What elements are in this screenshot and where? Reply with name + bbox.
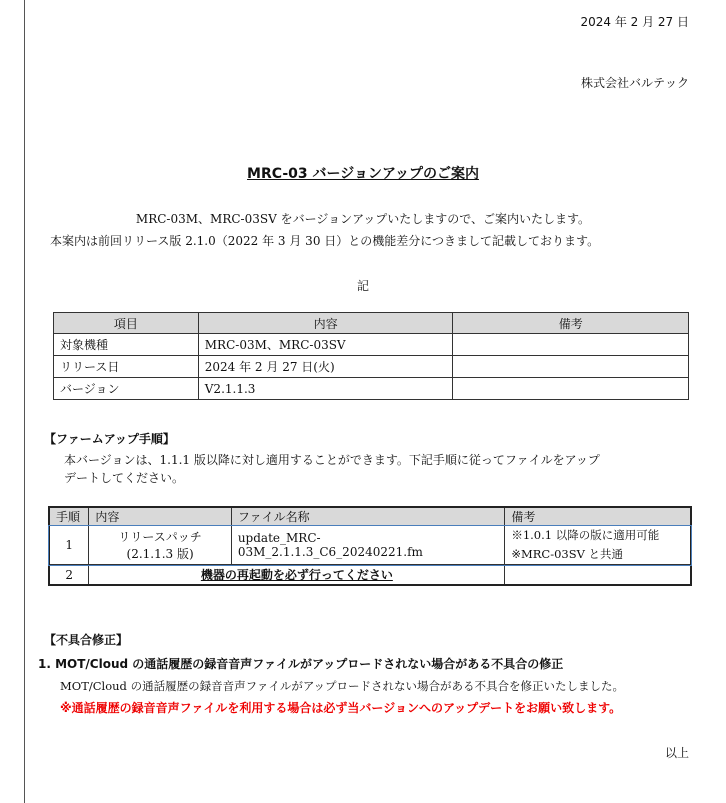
info-table — [53, 312, 689, 400]
info-cell: 2024 年 2 月 27 日(火) — [198, 356, 453, 378]
bugfix-item-title: 1. MOT/Cloud の通話履歴の録音音声ファイルがアップロードされない場合がある不具合の修正 — [38, 657, 564, 671]
ki-marker: 記 — [356, 279, 369, 293]
step-notes — [505, 526, 691, 565]
steps-header-file: ファイル名称 — [231, 507, 505, 526]
bugfix-heading: 【不具合修正】 — [44, 633, 129, 647]
info-cell — [453, 378, 689, 400]
info-header-item: 項目 — [54, 313, 199, 334]
steps-table — [48, 506, 692, 586]
firmware-paragraph-1: 本バージョンは、1.1.1 版以降に対し適用することができます。下記手順に従ってファイルをアップ — [64, 453, 600, 467]
step-content-line-2: (2.1.1.3 版) — [126, 547, 194, 561]
step-note-line-2: ※MRC-03SV と共通 — [511, 547, 624, 561]
step-content-line-1: リリースパッチ — [118, 530, 202, 544]
document-date: 2024 年 2 月 27 日 — [580, 15, 689, 29]
firmware-heading: 【ファームアップ手順】 — [44, 432, 175, 446]
table-row — [49, 526, 691, 565]
step-notes — [505, 565, 691, 586]
table-row — [54, 356, 689, 378]
info-table-header — [54, 313, 689, 334]
info-cell: MRC-03M、MRC-03SV — [198, 334, 453, 356]
info-cell — [453, 334, 689, 356]
bugfix-warning: ※通話履歴の録音音声ファイルを利用する場合は必ず当バージョンへのアップデートをお願い致します。 — [60, 701, 622, 715]
info-cell: V2.1.1.3 — [198, 378, 453, 400]
intro-line-1: MRC-03M、MRC-03SV をバージョンアップいたしますので、ご案内いたします。 — [135, 212, 591, 226]
steps-table-header — [49, 507, 691, 526]
info-cell: 対象機種 — [54, 334, 199, 356]
company-name: 株式会社バルテック — [580, 76, 689, 90]
info-cell — [453, 356, 689, 378]
steps-header-no: 手順 — [49, 507, 89, 526]
restart-instruction: 機器の再起動を必ず行ってください — [89, 565, 505, 586]
table-row — [54, 334, 689, 356]
step-note-line-1: ※1.0.1 以降の版に適用可能 — [511, 528, 660, 542]
closing-mark: 以上 — [664, 746, 689, 760]
bugfix-description: MOT/Cloud の通話履歴の録音音声ファイルがアップロードされない場合がある不具合を修正いたしました。 — [60, 679, 625, 693]
table-row — [54, 378, 689, 400]
step-number: 2 — [49, 565, 89, 586]
table-row — [49, 565, 691, 586]
intro-line-2: 本案内は前回リリース版 2.1.0（2022 年 3 月 30 日）との機能差分につきまして記載しております。 — [50, 234, 600, 248]
info-cell: リリース日 — [54, 356, 199, 378]
info-header-notes: 備考 — [453, 313, 689, 334]
info-header-content: 内容 — [198, 313, 453, 334]
steps-header-notes: 備考 — [505, 507, 691, 526]
info-cell: バージョン — [54, 378, 199, 400]
step-number: 1 — [49, 526, 89, 565]
step-content — [89, 526, 231, 565]
document-title: MRC-03 バージョンアップのご案内 — [247, 166, 479, 182]
step-file-name: update_MRC-03M_2.1.1.3_C6_20240221.fm — [231, 526, 505, 565]
firmware-paragraph-2: デートしてください。 — [64, 471, 185, 485]
page-left-border — [24, 0, 25, 803]
steps-header-content: 内容 — [89, 507, 231, 526]
